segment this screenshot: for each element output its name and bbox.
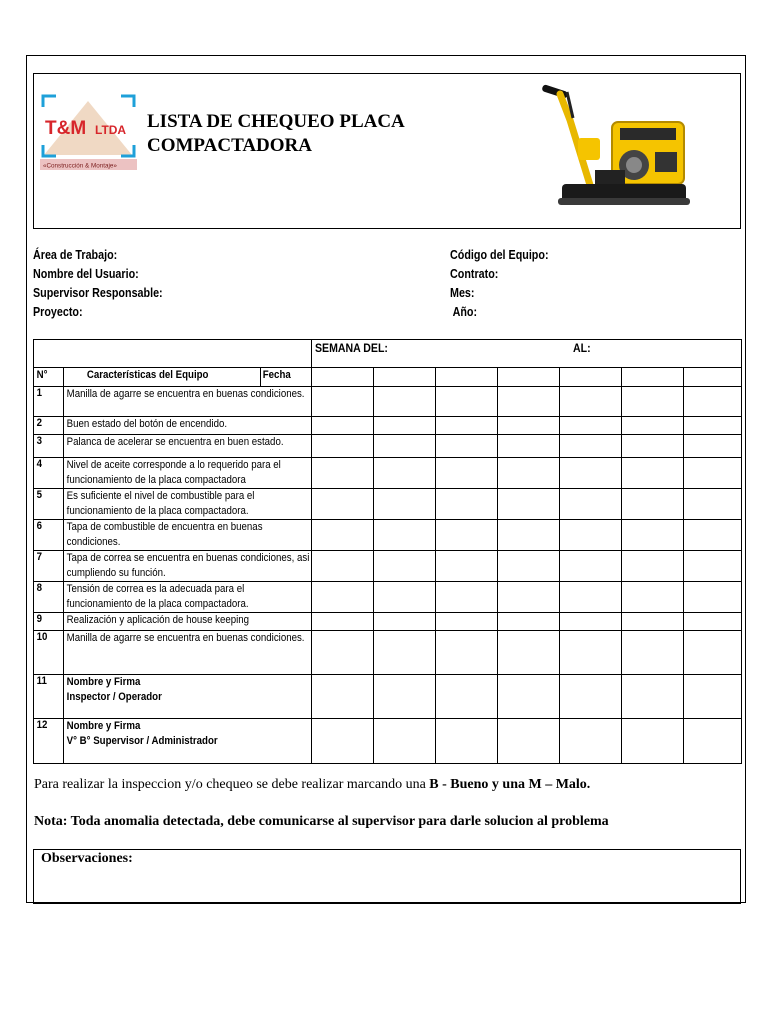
- document-title: [147, 110, 477, 158]
- year-label: Año:: [452, 305, 478, 319]
- info-right-labels: [450, 246, 549, 322]
- checklist-table: [33, 339, 742, 764]
- row-number: 10: [36, 631, 48, 643]
- info-left-labels: [33, 246, 163, 322]
- day-cell[interactable]: [436, 368, 498, 387]
- check-cell[interactable]: [374, 520, 436, 551]
- work-area-label: Área de Trabajo:: [33, 248, 118, 262]
- check-cell[interactable]: [684, 613, 742, 631]
- check-cell[interactable]: [622, 613, 684, 631]
- check-cell[interactable]: [312, 631, 374, 675]
- week-label: SEMANA DEL:: [315, 341, 388, 355]
- check-cell[interactable]: [684, 489, 742, 520]
- check-cell[interactable]: [498, 631, 560, 675]
- check-cell[interactable]: [312, 613, 374, 631]
- check-cell[interactable]: [436, 417, 498, 435]
- day-cell[interactable]: [374, 368, 436, 387]
- signature-cell[interactable]: [560, 675, 622, 719]
- check-cell[interactable]: [436, 435, 498, 458]
- check-cell[interactable]: [374, 631, 436, 675]
- check-cell[interactable]: [622, 458, 684, 489]
- row-number: 2: [36, 417, 43, 429]
- week-cell: [312, 340, 742, 368]
- row-feature: Tensión de correa es la adecuada para el funcionamiento de la placa compactadora.: [66, 583, 249, 610]
- title-line-2: COMPACTADORA: [147, 135, 312, 156]
- signature-cell[interactable]: [312, 719, 374, 764]
- check-cell[interactable]: [374, 613, 436, 631]
- table-row: [34, 551, 742, 582]
- check-cell[interactable]: [498, 435, 560, 458]
- check-cell[interactable]: [622, 489, 684, 520]
- plate-compactor-image: [540, 80, 690, 215]
- row-number: 1: [36, 387, 43, 399]
- observations-box[interactable]: [33, 849, 741, 904]
- table-row: [34, 489, 742, 520]
- check-cell[interactable]: [312, 387, 374, 417]
- row-feature: Tapa de combustible de encuentra en buenas condiciones.: [66, 521, 263, 548]
- row-number: 7: [36, 551, 43, 563]
- day-cell[interactable]: [622, 368, 684, 387]
- check-cell[interactable]: [498, 489, 560, 520]
- check-cell[interactable]: [622, 435, 684, 458]
- week-blank-cell: [34, 340, 312, 368]
- check-cell[interactable]: [312, 582, 374, 613]
- check-cell[interactable]: [684, 520, 742, 551]
- check-cell[interactable]: [684, 435, 742, 458]
- signature-role: Inspector / Operador: [66, 691, 162, 703]
- logo-suffix: LTDA: [95, 123, 127, 137]
- check-cell[interactable]: [312, 417, 374, 435]
- logo-company: T&M: [45, 118, 87, 139]
- row-feature: Manilla de agarre se encuentra en buenas condiciones.: [66, 388, 305, 400]
- check-cell[interactable]: [622, 631, 684, 675]
- signature-cell[interactable]: [374, 719, 436, 764]
- supervisor-label: Supervisor Responsable:: [33, 286, 163, 300]
- check-cell[interactable]: [622, 551, 684, 582]
- signature-label: Nombre y Firma: [66, 720, 141, 732]
- instructions-text: Para realizar la inspeccion y/o chequeo se debe realizar marcando una B - Bueno y una M – Malo.: [34, 777, 591, 792]
- check-cell[interactable]: [374, 435, 436, 458]
- contract-label: Contrato:: [450, 267, 499, 281]
- row-number: 6: [36, 520, 43, 532]
- table-row: [34, 417, 742, 435]
- check-cell[interactable]: [684, 551, 742, 582]
- check-cell[interactable]: [622, 387, 684, 417]
- check-cell[interactable]: [560, 435, 622, 458]
- check-cell[interactable]: [622, 417, 684, 435]
- col-date-header: Fecha: [261, 368, 312, 387]
- table-row: [34, 435, 742, 458]
- day-cell[interactable]: [312, 368, 374, 387]
- row-feature: Realización y aplicación de house keeping: [66, 614, 250, 626]
- table-row: [34, 631, 742, 675]
- title-line-1: LISTA DE CHEQUEO PLACA: [147, 111, 405, 132]
- check-cell[interactable]: [684, 458, 742, 489]
- signature-role: V° B° Supervisor / Administrador: [66, 735, 218, 747]
- check-cell[interactable]: [312, 435, 374, 458]
- check-cell[interactable]: [622, 582, 684, 613]
- logo-tagline: «Construcción & Montaje»: [43, 162, 117, 170]
- row-feature: Buen estado del botón de encendido.: [66, 418, 228, 430]
- column-header-row: [34, 368, 742, 387]
- check-cell[interactable]: [312, 520, 374, 551]
- check-cell[interactable]: [560, 631, 622, 675]
- check-cell[interactable]: [498, 551, 560, 582]
- check-cell[interactable]: [312, 551, 374, 582]
- check-cell[interactable]: [374, 551, 436, 582]
- signature-label: Nombre y Firma: [66, 676, 141, 688]
- check-cell[interactable]: [560, 387, 622, 417]
- observations-label: Observaciones:: [41, 851, 133, 866]
- row-feature: Palanca de acelerar se encuentra en buen estado.: [66, 436, 284, 448]
- signature-cell[interactable]: [312, 675, 374, 719]
- day-cell[interactable]: [498, 368, 560, 387]
- check-cell[interactable]: [374, 489, 436, 520]
- check-cell[interactable]: [436, 582, 498, 613]
- equipment-code-label: Código del Equipo:: [450, 248, 549, 262]
- signature-cell[interactable]: [560, 719, 622, 764]
- signature-cell[interactable]: [498, 719, 560, 764]
- check-cell[interactable]: [560, 417, 622, 435]
- row-number: 9: [36, 613, 43, 625]
- signature-cell[interactable]: [498, 675, 560, 719]
- table-row: [34, 387, 742, 417]
- user-name-label: Nombre del Usuario:: [33, 267, 139, 281]
- check-cell[interactable]: [374, 387, 436, 417]
- check-cell[interactable]: [684, 582, 742, 613]
- col-features-header: Características del Equipo: [64, 368, 261, 387]
- table-row: [34, 582, 742, 613]
- check-cell[interactable]: [436, 387, 498, 417]
- week-row: [34, 340, 742, 368]
- check-cell[interactable]: [436, 551, 498, 582]
- check-cell[interactable]: [498, 458, 560, 489]
- check-cell[interactable]: [560, 613, 622, 631]
- check-cell[interactable]: [560, 551, 622, 582]
- signature-cell[interactable]: [622, 675, 684, 719]
- check-cell[interactable]: [560, 458, 622, 489]
- row-number: 8: [36, 582, 43, 594]
- row-number: 3: [36, 435, 43, 447]
- signature-cell[interactable]: [684, 719, 742, 764]
- check-cell[interactable]: [560, 489, 622, 520]
- check-cell[interactable]: [436, 458, 498, 489]
- check-cell[interactable]: [498, 520, 560, 551]
- check-cell[interactable]: [684, 631, 742, 675]
- check-cell[interactable]: [374, 582, 436, 613]
- signature-cell[interactable]: [374, 675, 436, 719]
- row-number: 5: [36, 489, 43, 501]
- check-cell[interactable]: [622, 520, 684, 551]
- check-cell[interactable]: [312, 458, 374, 489]
- row-feature: Manilla de agarre se encuentra en buenas condiciones.: [66, 632, 305, 644]
- company-logo: [40, 93, 137, 171]
- signature-row-inspector: [34, 675, 742, 719]
- check-cell[interactable]: [684, 387, 742, 417]
- check-cell[interactable]: [560, 520, 622, 551]
- col-num-header: N°: [34, 368, 64, 387]
- signature-row-supervisor: [34, 719, 742, 764]
- note-text: Nota: Toda anomalia detectada, debe comunicarse al supervisor para darle solucion al problema: [34, 814, 609, 829]
- table-row: [34, 458, 742, 489]
- check-cell[interactable]: [436, 489, 498, 520]
- row-feature: Es suficiente el nivel de combustible para el funcionamiento de la placa compactadora.: [66, 490, 255, 517]
- day-cell[interactable]: [560, 368, 622, 387]
- table-row: [34, 613, 742, 631]
- check-cell[interactable]: [560, 582, 622, 613]
- check-cell[interactable]: [498, 387, 560, 417]
- check-cell[interactable]: [436, 631, 498, 675]
- check-cell[interactable]: [312, 489, 374, 520]
- check-cell[interactable]: [436, 613, 498, 631]
- signature-cell[interactable]: [436, 719, 498, 764]
- row-number: 12: [36, 719, 48, 731]
- table-row: [34, 520, 742, 551]
- check-cell[interactable]: [374, 417, 436, 435]
- signature-cell[interactable]: [684, 675, 742, 719]
- project-label: Proyecto:: [33, 305, 83, 319]
- check-cell[interactable]: [498, 582, 560, 613]
- month-label: Mes:: [450, 286, 475, 300]
- check-cell[interactable]: [684, 417, 742, 435]
- check-cell[interactable]: [374, 458, 436, 489]
- check-cell[interactable]: [498, 613, 560, 631]
- al-label: AL:: [573, 341, 591, 355]
- signature-cell[interactable]: [436, 675, 498, 719]
- row-feature: Tapa de correa se encuentra en buenas condiciones, asi cumpliendo su función.: [66, 552, 310, 579]
- check-cell[interactable]: [436, 520, 498, 551]
- signature-cell[interactable]: [622, 719, 684, 764]
- check-cell[interactable]: [498, 417, 560, 435]
- instructions-legend: B - Bueno y una M – Malo.: [429, 777, 591, 792]
- row-number: 11: [36, 675, 47, 687]
- row-number: 4: [36, 458, 43, 470]
- day-cell[interactable]: [684, 368, 742, 387]
- row-feature: Nivel de aceite corresponde a lo requerido para el funcionamiento de la placa compactadora: [66, 459, 281, 486]
